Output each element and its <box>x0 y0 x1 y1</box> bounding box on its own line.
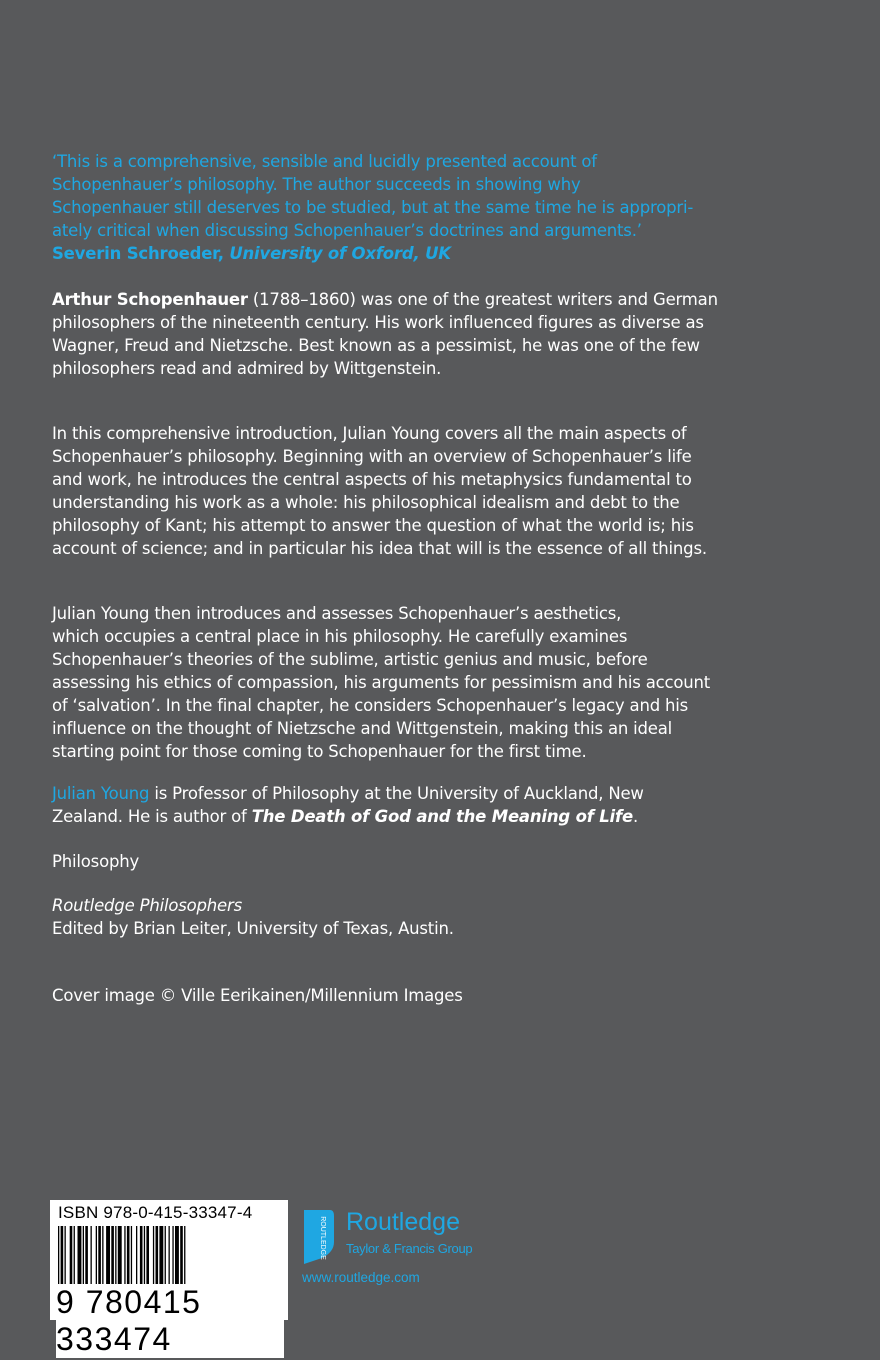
quote-line: Schopenhauer still deserves to be studied, but at the same time he is appropri- <box>52 198 694 217</box>
barcode-bar <box>83 1226 84 1290</box>
cover-credit: Cover image © Ville Eerikainen/Millennium Images <box>52 986 463 1005</box>
barcode-bar <box>58 1226 59 1290</box>
barcode-block <box>50 1200 288 1357</box>
isbn-label: ISBN 978-0-415-33347-4 <box>58 1203 253 1222</box>
description-paragraph-3 <box>52 602 772 763</box>
series-info <box>52 894 772 940</box>
paragraph-line: In this comprehensive introduction, Julian Young covers all the main aspects of <box>52 424 687 443</box>
routledge-logo-icon <box>300 1208 336 1266</box>
barcode-bar <box>175 1226 179 1290</box>
quote-affiliation: University of Oxford, UK <box>229 244 451 263</box>
bio-line-end: . <box>632 807 639 826</box>
paragraph-line: Schopenhauer’s theories of the sublime, artistic genius and music, before <box>52 650 648 669</box>
paragraph-line: philosophers of the nineteenth century. His work influenced figures as diverse as <box>52 313 704 332</box>
author-bio <box>52 782 772 828</box>
paragraph-line: (1788–1860) was one of the greatest writers and German <box>247 290 718 309</box>
publisher-group: Taylor & Francis Group <box>346 1241 473 1256</box>
barcode-bar <box>85 1226 88 1290</box>
barcode-bar <box>61 1226 64 1290</box>
publisher-name: Routledge <box>346 1208 460 1236</box>
barcode-bar <box>136 1226 137 1290</box>
paragraph-line: Schopenhauer’s philosophy. Beginning with an overview of Schopenhauer’s life <box>52 447 692 466</box>
barcode-bar <box>124 1226 125 1290</box>
barcode-bar <box>65 1226 66 1290</box>
description-paragraph-1 <box>52 288 772 380</box>
barcode-bar <box>156 1226 159 1290</box>
barcode-bar <box>140 1226 143 1290</box>
paragraph-line: philosophers read and admired by Wittgenstein. <box>52 359 442 378</box>
bio-line: Zealand. He is author of <box>52 807 252 826</box>
paragraph-line: starting point for those coming to Schopenhauer for the first time. <box>52 742 587 761</box>
barcode-bar <box>165 1226 166 1290</box>
barcode-bar <box>74 1226 75 1290</box>
paragraph-line: philosophy of Kant; his attempt to answer the question of what the world is; his <box>52 516 694 535</box>
paragraph-line: influence on the thought of Nietzsche and Wittgenstein, making this an ideal <box>52 719 673 738</box>
barcode-bar <box>146 1226 149 1290</box>
barcode-bar <box>169 1226 170 1290</box>
quote-line: ately critical when discussing Schopenhauer’s doctrines and arguments.’ <box>52 221 642 240</box>
barcode-bar <box>96 1226 97 1290</box>
barcode-bar <box>115 1226 116 1290</box>
paragraph-line: understanding his work as a whole: his philosophical idealism and debt to the <box>52 493 680 512</box>
description-paragraph-2 <box>52 422 772 560</box>
barcode-bar <box>144 1226 145 1290</box>
barcode-bar <box>70 1226 73 1290</box>
barcode-bar <box>184 1226 185 1290</box>
barcode-bar <box>102 1226 103 1290</box>
barcode-bar <box>106 1226 110 1290</box>
series-editor: Edited by Brian Leiter, University of Texas, Austin. <box>52 919 454 938</box>
barcode-bar <box>131 1226 132 1290</box>
paragraph-line: account of science; and in particular his idea that will is the essence of all things. <box>52 539 707 558</box>
subject-category: Philosophy <box>52 852 140 871</box>
barcode-bar <box>127 1226 130 1290</box>
paragraph-line: Julian Young then introduces and assesses Schopenhauer’s aesthetics, <box>52 604 622 623</box>
paragraph-line: assessing his ethics of compassion, his arguments for pessimism and his account <box>52 673 711 692</box>
barcode-bar <box>118 1226 122 1290</box>
barcode-bar <box>111 1226 114 1290</box>
publisher-url: www.routledge.com <box>302 1270 420 1285</box>
book-title: The Death of God and the Meaning of Life <box>251 807 633 826</box>
barcode-digits: 9 780415 333474 <box>56 1284 284 1358</box>
endorsement-quote <box>52 150 772 265</box>
barcode-bar <box>78 1226 82 1290</box>
series-name: Routledge Philosophers <box>52 896 242 915</box>
paragraph-line: and work, he introduces the central aspects of his metaphysics fundamental to <box>52 470 692 489</box>
paragraph-line: which occupies a central place in his philosophy. He carefully examines <box>52 627 628 646</box>
paragraph-line: Wagner, Freud and Nietzsche. Best known as a pessimist, he was one of the few <box>52 336 700 355</box>
subject-name: Arthur Schopenhauer <box>52 290 248 309</box>
barcode-bar <box>153 1226 154 1290</box>
barcode-bar <box>180 1226 183 1290</box>
logo-mark-text: ROUTLEDGE <box>319 1216 326 1260</box>
barcode-bars <box>56 1226 282 1290</box>
bio-line: is Professor of Philosophy at the University of Auckland, New <box>149 784 644 803</box>
barcode-bar <box>159 1226 163 1290</box>
quote-line: ‘This is a comprehensive, sensible and lucidly presented account of <box>52 152 597 171</box>
quote-author: Severin Schroeder, <box>52 244 224 263</box>
paragraph-line: of ‘salvation’. In the final chapter, he considers Schopenhauer’s legacy and his <box>52 696 689 715</box>
quote-attribution <box>52 242 772 265</box>
barcode-bar <box>91 1226 92 1290</box>
barcode-bar <box>98 1226 101 1290</box>
barcode-bar <box>172 1226 173 1290</box>
quote-line: Schopenhauer’s philosophy. The author succeeds in showing why <box>52 175 581 194</box>
author-name: Julian Young <box>52 784 150 803</box>
